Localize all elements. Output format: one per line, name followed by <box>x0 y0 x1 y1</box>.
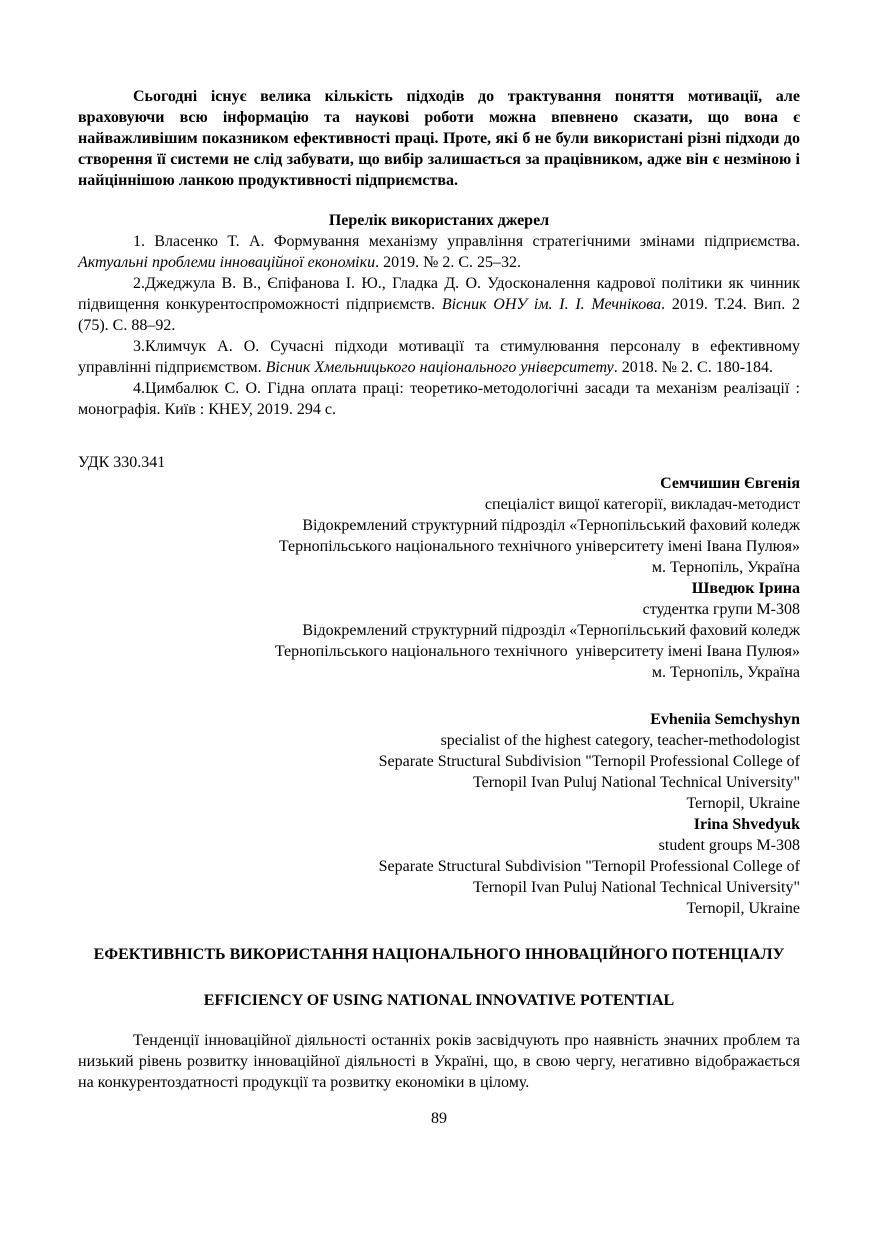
reference-item: 2.Джеджула В. В., Єпіфанова І. Ю., Гладка Д. О. Удосконалення кадрової політики як чинник підвищення конкурентоспроможності підприємств. Вісник ОНУ ім. І. І. Мечнікова. 2019. Т.24. Вип. 2 (75). С. 88–92. <box>78 275 801 334</box>
author-name: Irina Shvedyuk <box>693 816 800 833</box>
intro-paragraph: Сьогодні існує велика кількість підходів до трактування поняття мотивації, але враховуючи всю інформацію та наукові роботи можна впевнено сказати, що вона є найважливішим показником ефективності праці. Проте, які б не були використані різні підходи до створення її системи не слід забувати, що вибір залишається за працівником, адже він є незміною і найціннішою ланкою продуктивності підприємства. <box>78 88 800 189</box>
authors-en-block <box>78 709 800 919</box>
page-number: 89 <box>431 1110 447 1127</box>
author-affiliation-line: м. Тернопіль, Україна <box>651 559 800 576</box>
author-affiliation-line: Ternopil Ivan Puluj National Technical University" <box>472 774 800 791</box>
reference-item: 1. Власенко Т. А. Формування механізму управління стратегічними змінами підприємства. Актуальні проблеми інноваційної економіки. 2019. № 2. С. 25–32. <box>78 233 800 271</box>
references-heading: Перелік використаних джерел <box>328 212 550 229</box>
author-affiliation-line: Відокремлений структурний підрозділ «Тернопільський фаховий коледж <box>302 517 800 534</box>
body-paragraph: Тенденції інноваційної діяльності останніх років засвідчують про наявність значних проблем та низький рівень розвитку інноваційної діяльності в Україні, що, в свою чергу, негативно відображається на конкурентоздатності продукції та розвитку економіки в цілому. <box>78 1032 800 1091</box>
author-name: Семчишин Євгенія <box>660 475 800 492</box>
author-affiliation-line: Separate Structural Subdivision "Ternopil Professional College of <box>378 858 800 875</box>
author-affiliation-line: Ternopil Ivan Puluj National Technical University" <box>472 879 800 896</box>
udc-code: УДК 330.341 <box>78 454 166 471</box>
author-affiliation-line: Тернопільського національного технічного університету імені Івана Пулюя» <box>274 643 800 660</box>
author-affiliation-line: спеціаліст вищої категорії, викладач-методист <box>484 496 800 513</box>
references-list <box>78 231 800 420</box>
author-affiliation-line: Відокремлений структурний підрозділ «Тернопільський фаховий коледж <box>302 622 800 639</box>
article-title-en: EFFICIENCY OF USING NATIONAL INNOVATIVE POTENTIAL <box>203 992 675 1009</box>
article-title-uk: ЕФЕКТИВНІСТЬ ВИКОРИСТАННЯ НАЦІОНАЛЬНОГО ІННОВАЦІЙНОГО ПОТЕНЦІАЛУ <box>93 946 785 963</box>
author-affiliation-line: specialist of the highest category, teacher-methodologist <box>440 732 800 749</box>
author-name: Шведюк Ірина <box>691 580 800 597</box>
author-affiliation-line: Тернопільського національного технічного університету імені Івана Пулюя» <box>278 538 800 555</box>
author-affiliation-line: student groups M-308 <box>658 837 800 854</box>
authors-uk-block <box>78 473 800 683</box>
author-affiliation-line: м. Тернопіль, Україна <box>651 664 800 681</box>
author-affiliation-line: студентка групи М-308 <box>642 601 800 618</box>
reference-item: 4.Цимбалюк С. О. Гідна оплата праці: теоретико-методологічні засади та механізм реалізації : монографія. Київ : КНЕУ, 2019. 294 с. <box>78 380 800 418</box>
author-affiliation-line: Ternopil, Ukraine <box>686 900 800 917</box>
reference-item: 3.Климчук А. О. Сучасні підходи мотивації та стимулювання персоналу в ефективному управлінні підприємством. Вісник Хмельницького національного університету. 2018. № 2. С. 180-184. <box>78 338 800 376</box>
author-affiliation-line: Ternopil, Ukraine <box>686 795 800 812</box>
author-affiliation-line: Separate Structural Subdivision "Ternopil Professional College of <box>378 753 800 770</box>
author-name: Evheniia Semchyshyn <box>650 711 800 728</box>
